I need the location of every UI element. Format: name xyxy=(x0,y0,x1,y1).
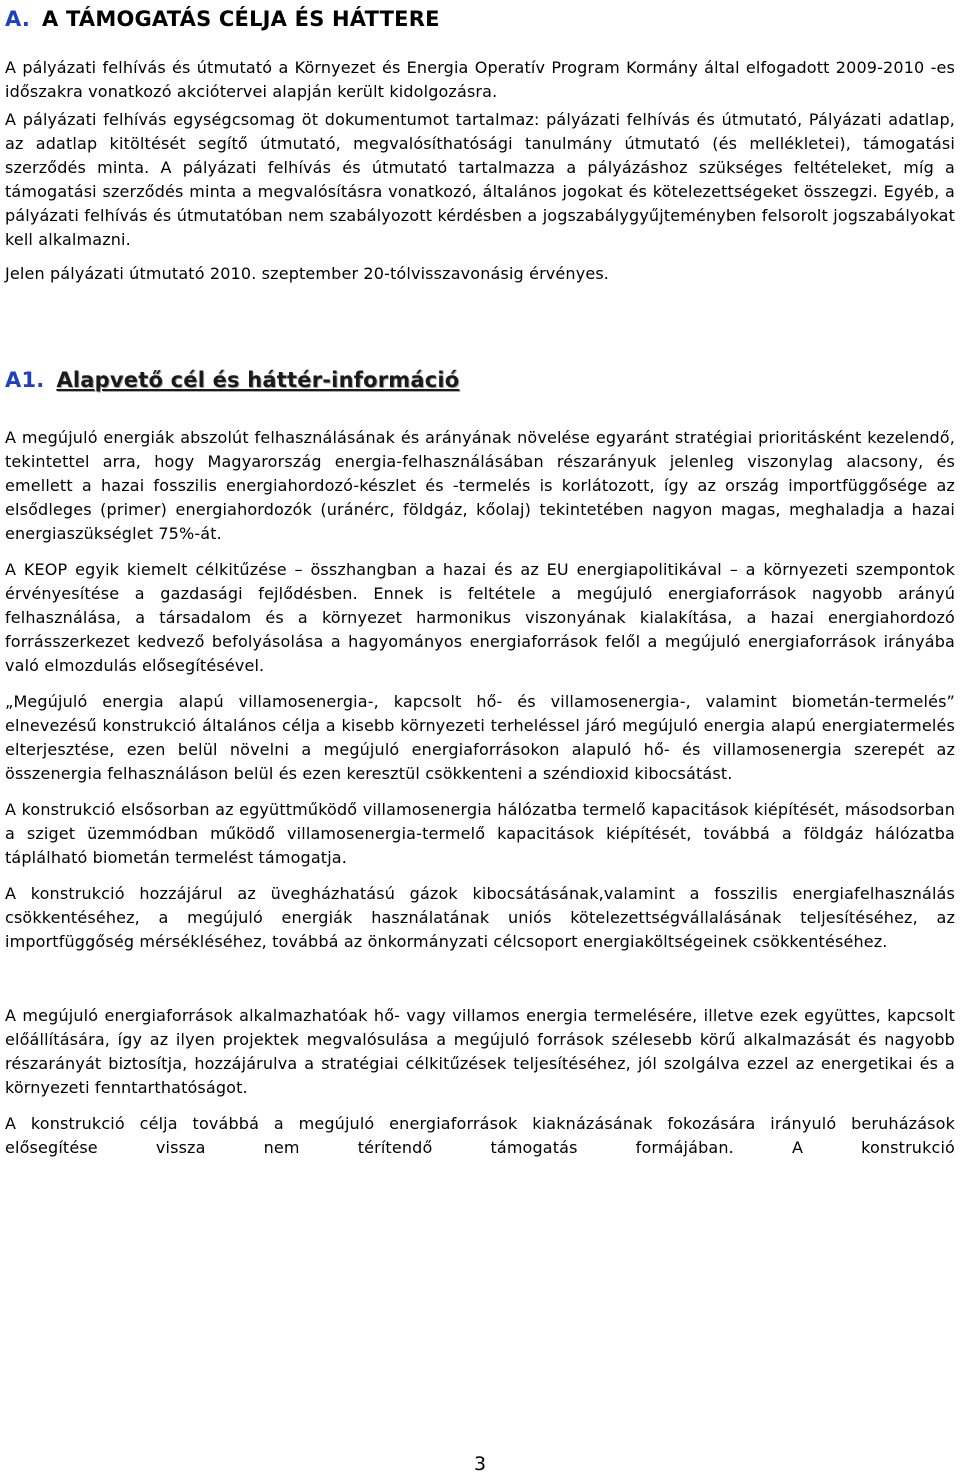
page-number: 3 xyxy=(473,1453,487,1475)
validity-paragraph: Jelen pályázati útmutató 2010. szeptember 20-tólvisszavonásig érvényes. xyxy=(5,264,610,283)
body-paragraph-5: A konstrukció hozzájárul az üvegházhatású gázok kibocsátásának,valamint a fosszilis energiafelhasználás csökkentéséhez, a megújuló energiák használatának uniós kötelezettségvállalásának teljesítéséhez, az importfüggőség mérsékléséhez, továbbá az önkormányzati célcsoport energiaköltségeinek csökkentéséhez. xyxy=(5,884,955,951)
intro-paragraph-1: A pályázati felhívás és útmutató a Környezet és Energia Operatív Program Kormány által elfogadott 2009-2010 -es időszakra vonatkozó akciótervei alapján került kidolgozásra. xyxy=(5,58,955,101)
section-heading xyxy=(5,0,955,32)
document-page xyxy=(5,0,955,1160)
subsection-title: Alapvető cél és háttér-információ xyxy=(56,368,460,392)
body-paragraph-2: A KEOP egyik kiemelt célkitűzése – összhangban a hazai és az EU energiapolitikával – a környezeti szempontok érvényesítése a gazdasági fejlődésben. Ennek is feltétele a megújuló energiaforrások nagyobb arányú felhasználása, a társadalom és a környezet harmonikus viszonyának kialakítása, a hazai energiahordozó forrásszerkezet kedvező befolyásolása a hagyományos energiaforrások felől a megújuló energiaforrások irányába való elmozdulás elősegítésével. xyxy=(5,560,955,675)
body-paragraph-7: A konstrukció célja továbbá a megújuló energiaforrások kiaknázásának fokozására irányuló beruházások elősegítése vissza nem térítendő támogatás formájában. A konstrukció xyxy=(5,1114,955,1157)
subsection-heading xyxy=(5,366,955,394)
body-paragraph-3: „Megújuló energia alapú villamosenergia-, kapcsolt hő- és villamosenergia-, valamint biometán-termelés” elnevezésű konstrukció általános célja a kisebb környezeti terheléssel járó megújuló energia alapú energiatermelés elterjesztése, ezen belül növelni a megújuló energiaforrásokon alapuló hő- és villamosenergia szerepét az összenergia felhasználáson belül és ezen keresztül csökkenteni a széndioxid kibocsátást. xyxy=(5,692,955,783)
body-paragraph-6: A megújuló energiaforrások alkalmazhatóak hő- vagy villamos energia termelésére, illetve ezek együttes, kapcsolt előállítására, így az ilyen projektek megvalósulása a megújuló források szélesebb körű alkalmazását és nagyobb részarányát biztosítja, hozzájárulva a stratégiai célkitűzések teljesítéséhez, jól szolgálva ezzel az energetikai és a környezeti fenntarthatóságot. xyxy=(5,1006,955,1097)
intro-paragraph-2: A pályázati felhívás egységcsomag öt dokumentumot tartalmaz: pályázati felhívás és útmutató, Pályázati adatlap, az adatlap kitöltését segítő útmutató, megvalósíthatósági tanulmány útmutató (és mellékletei), támogatási szerződés minta. A pályázati felhívás és útmutató tartalmazza a pályázáshoz szükséges feltételeket, míg a támogatási szerződés minta a megvalósításra vonatkozó, általános jogokat és kötelezettségeket összegzi. Egyéb, a pályázati felhívás és útmutatóban nem szabályozott kérdésben a jogszabálygyűjteményben felsorolt jogszabályokat kell alkalmazni. xyxy=(5,110,955,249)
body-paragraph-4: A konstrukció elsősorban az együttműködő villamosenergia hálózatba termelő kapacitások kiépítését, másodsorban a sziget üzemmódban működő villamosenergia-termelő kapacitások kiépítését, továbbá a földgáz hálózatba táplálható biometán termelést támogatja. xyxy=(5,800,955,867)
section-number: A. xyxy=(5,7,31,31)
section-title: A TÁMOGATÁS CÉLJA ÉS HÁTTERE xyxy=(42,7,440,31)
body-paragraph-1: A megújuló energiák abszolút felhasználásának és arányának növelése egyaránt stratégiai prioritásként kezelendő, tekintettel arra, hogy Magyarország energia-felhasználásában részarányuk jelenleg viszonylag alacsony, és emellett a hazai fosszilis energiahordozó-készlet és -termelés is korlátozott, így az ország importfüggősége az elsődleges (primer) energiahordozók (uránérc, földgáz, kőolaj) tekintetében nagyon magas, meghaladja a hazai energiaszükséglet 75%-át. xyxy=(5,428,955,543)
subsection-number: A1. xyxy=(5,368,45,392)
